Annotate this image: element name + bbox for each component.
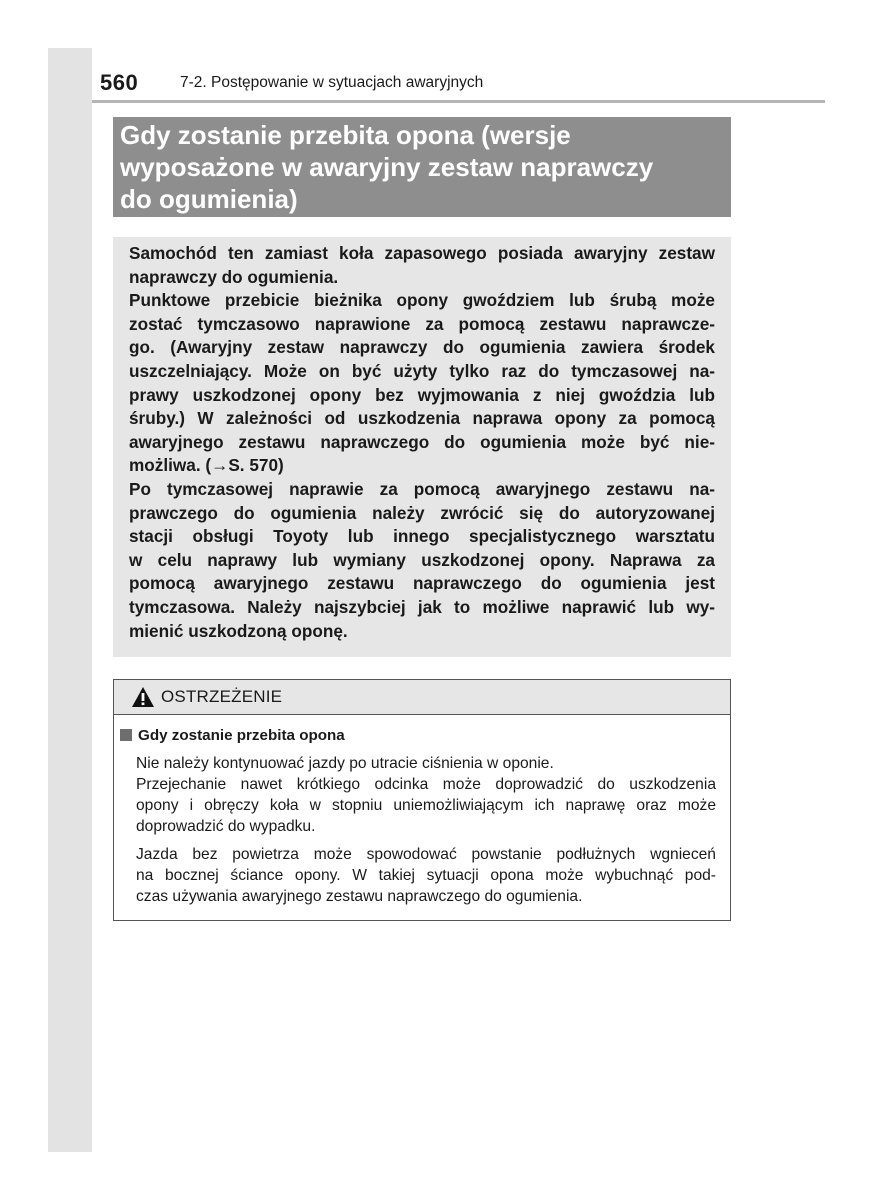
intro-line: w celu naprawy lub wymiany uszkodzonej opony. Naprawa za — [129, 549, 715, 570]
intro-line: prawy uszkodzonej opony bez wyjmowania z niej gwoździa lub — [129, 384, 715, 405]
intro-line: śruby.) W zależności od uszkodzenia naprawa opony za pomocą — [129, 408, 715, 429]
intro-line: zostać tymczasowo naprawione za pomocą zestawu naprawcze- — [129, 313, 715, 334]
intro-line: pomocą awaryjnego zestawu naprawczego do ogumienia jest — [129, 573, 715, 594]
intro-line: naprawczy do ogumienia. — [129, 266, 339, 287]
warning-subheading — [120, 727, 345, 744]
intro-line: awaryjnego zestawu naprawczego do ogumienia może być nie- — [129, 431, 715, 452]
intro-line: tymczasowa. Należy najszybciej jak to możliwe naprawić lub wy- — [129, 596, 715, 617]
header-divider — [92, 100, 825, 103]
chapter-title: 7-2. Postępowanie w sytuacjach awaryjnych — [180, 74, 484, 91]
intro-line: Punktowe przebicie bieżnika opony gwoździem lub śrubą może — [129, 290, 715, 311]
intro-line: Po tymczasowej naprawie za pomocą awaryjnego zestawu na- — [129, 478, 715, 499]
warning-line: Nie należy kontynuować jazdy po utracie ciśnienia w oponie. — [136, 755, 554, 772]
warning-line: Jazda bez powietrza może spowodować powstanie podłużnych wgnieceń — [136, 846, 716, 863]
section-title-line: wyposażone w awaryjny zestaw naprawczy — [120, 152, 654, 182]
intro-line: stacji obsługi Toyoty lub innego specjalistycznego warsztatu — [129, 526, 715, 547]
warning-triangle-icon — [131, 686, 155, 708]
page-number: 560 — [100, 70, 139, 95]
intro-line: prawczego do ogumienia należy zwrócić się do autoryzowanej — [129, 502, 715, 523]
warning-box — [113, 679, 731, 921]
intro-text-box — [113, 237, 731, 657]
intro-line: uszczelniający. Może on być użyty tylko raz do tymczasowej na- — [129, 360, 715, 381]
side-margin-band — [48, 48, 92, 1152]
warning-line: opony i obręczy koła w stopniu uniemożliwiającym ich naprawę oraz może — [136, 797, 716, 814]
intro-line: go. (Awaryjny zestaw naprawczy do ogumienia zawiera środek — [129, 337, 715, 358]
square-bullet-icon — [120, 729, 132, 741]
warning-paragraph — [136, 844, 716, 907]
warning-header — [114, 680, 730, 715]
intro-line: mienić uszkodzoną oponę. — [129, 620, 348, 641]
warning-title: OSTRZEŻENIE — [161, 687, 283, 706]
intro-line: Samochód ten zamiast koła zapasowego posiada awaryjny zestaw — [129, 243, 715, 263]
warning-line: doprowadzić do wypadku. — [136, 818, 316, 835]
intro-line: możliwa. (→S. 570) — [129, 455, 284, 476]
warning-line: na bocznej ściance opony. W takiej sytuacji opona może wybuchnąć pod- — [136, 867, 716, 884]
warning-line: czas używania awaryjnego zestawu naprawczego do ogumienia. — [136, 888, 583, 905]
section-title — [113, 117, 731, 217]
section-title-line: Gdy zostanie przebita opona (wersje — [120, 120, 571, 150]
section-title-line: do ogumienia) — [120, 184, 298, 214]
warning-subheading-text: Gdy zostanie przebita opona — [138, 727, 345, 744]
warning-line: Przejechanie nawet krótkiego odcinka może doprowadzić do uszkodzenia — [136, 776, 716, 793]
warning-paragraph — [136, 753, 716, 837]
